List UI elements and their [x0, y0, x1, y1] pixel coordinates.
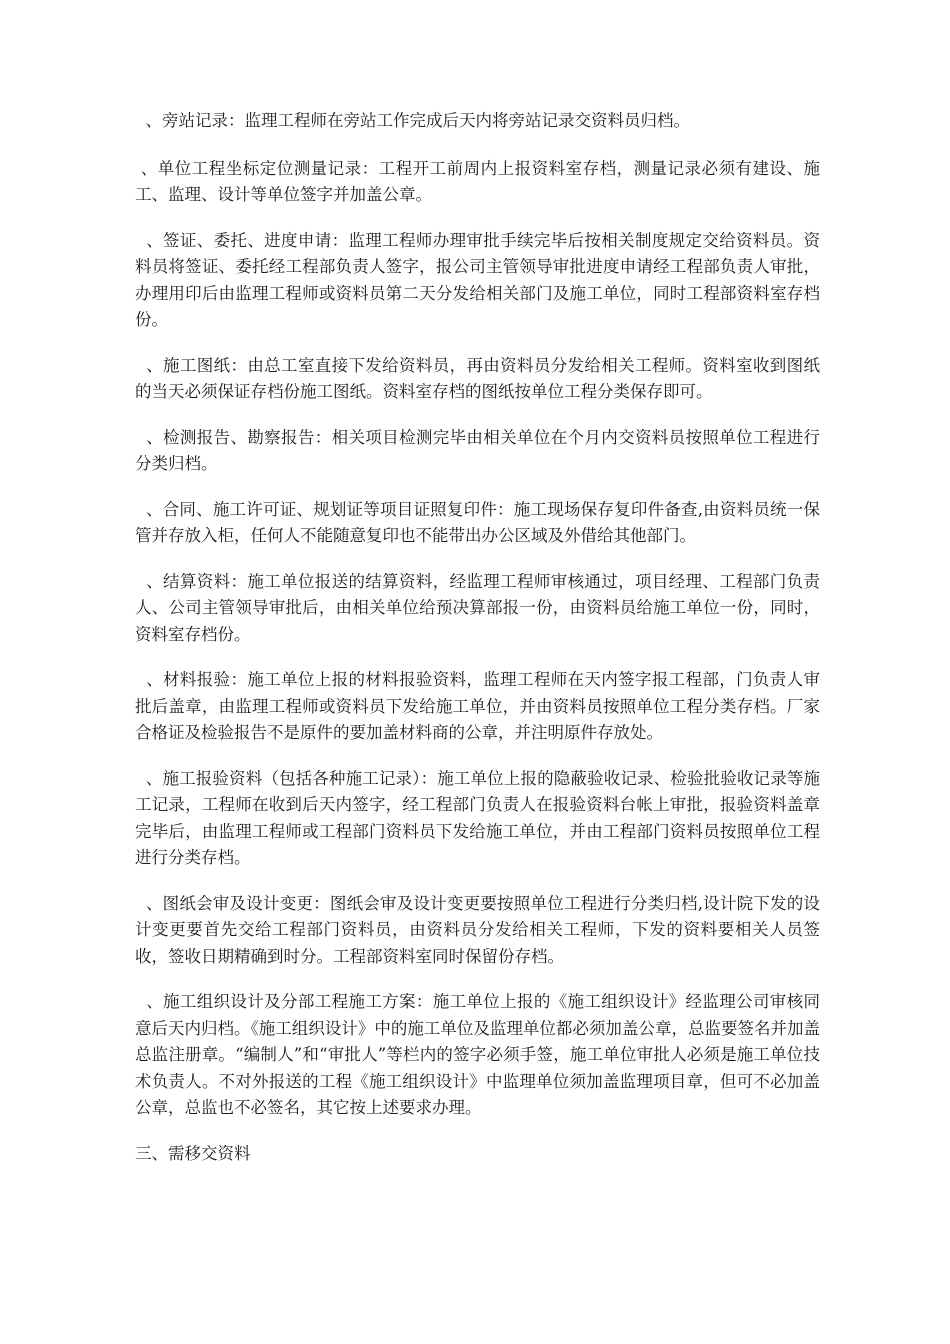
paragraph-test-reports: 、检测报告、勘察报告：相关项目检测完毕由相关单位在个月内交资料员按照单位工程进行分类归档。: [135, 427, 820, 473]
paragraph-settlement: 、结算资料：施工单位报送的结算资料，经监理工程师审核通过，项目经理、工程部门负责人、公司主管领导审批后，由相关单位给预决算部报一份，由资料员给施工单位一份，同时，资料室存档份。: [135, 571, 820, 644]
paragraph-construction-drawings: 、施工图纸：由总工室直接下发给资料员，再由资料员分发给相关工程师。资料室收到图纸的当天必须保证存档份施工图纸。资料室存档的图纸按单位工程分类保存即可。: [135, 355, 820, 401]
document-page: [135, 108, 820, 1167]
paragraph-construction-inspection: 、施工报验资料（包括各种施工记录）：施工单位上报的隐蔽验收记录、检验批验收记录等施工记录，工程师在收到后天内签字，经工程部门负责人在报验资料台帐上审批，报验资料盖章完毕后，由监理工程师或工程部门资料员下发给施工单位，并由工程部门资料员按照单位工程进行分类存档。: [135, 768, 820, 867]
paragraph-visa-commission: 、签证、委托、进度申请：监理工程师办理审批手续完毕后按相关制度规定交给资料员。资料员将签证、委托经工程部负责人签字，报公司主管领导审批进度申请经工程部负责人审批，办理用印后由监理工程师或资料员第二天分发给相关部门及施工单位，同时工程部资料室存档份。: [135, 230, 820, 329]
section-heading: 三、需移交资料: [135, 1143, 251, 1163]
paragraph-contracts-permits: 、合同、施工许可证、规划证等项目证照复印件：施工现场保存复印件备查,由资料员统一保管并存放入柜，任何人不能随意复印也不能带出办公区域及外借给其他部门。: [135, 499, 820, 545]
paragraph-survey-record: 、单位工程坐标定位测量记录：工程开工前周内上报资料室存档，测量记录必须有建设、施工、监理、设计等单位签字并加盖公章。: [135, 158, 821, 204]
paragraph-side-station-record: 、旁站记录：监理工程师在旁站工作完成后天内将旁站记录交资料员归档。: [135, 111, 690, 130]
paragraph-drawing-review: 、图纸会审及设计变更：图纸会审及设计变更要按照单位工程进行分类归档,设计院下发的设计变更要首先交给工程部门资料员，由资料员分发给相关工程师，下发的资料要相关人员签收，签收日期精确到时分。工程部资料室同时保留份存档。: [135, 893, 820, 966]
paragraph-construction-organization: 、施工组织设计及分部工程施工方案：施工单位上报的《施工组织设计》经监理公司审核同意后天内归档。《施工组织设计》中的施工单位及监理单位都必须加盖公章，总监要签名并加盖总监注册章。“编制人”和“审批人”等栏内的签字必须手签，施工单位审批人必须是施工单位技术负责人。不对外报送的工程《施工组织设计》中监理单位须加盖监理项目章，但可不必加盖公章，总监也不必签名，其它按上述要求办理。: [135, 992, 820, 1117]
paragraph-material-inspection: 、材料报验：施工单位上报的材料报验资料，监理工程师在天内签字报工程部，门负责人审批后盖章，由监理工程师或资料员下发给施工单位，并由资料员按照单位工程分类存档。厂家合格证及检验报告不是原件的要加盖材料商的公章，并注明原件存放处。: [135, 670, 820, 742]
